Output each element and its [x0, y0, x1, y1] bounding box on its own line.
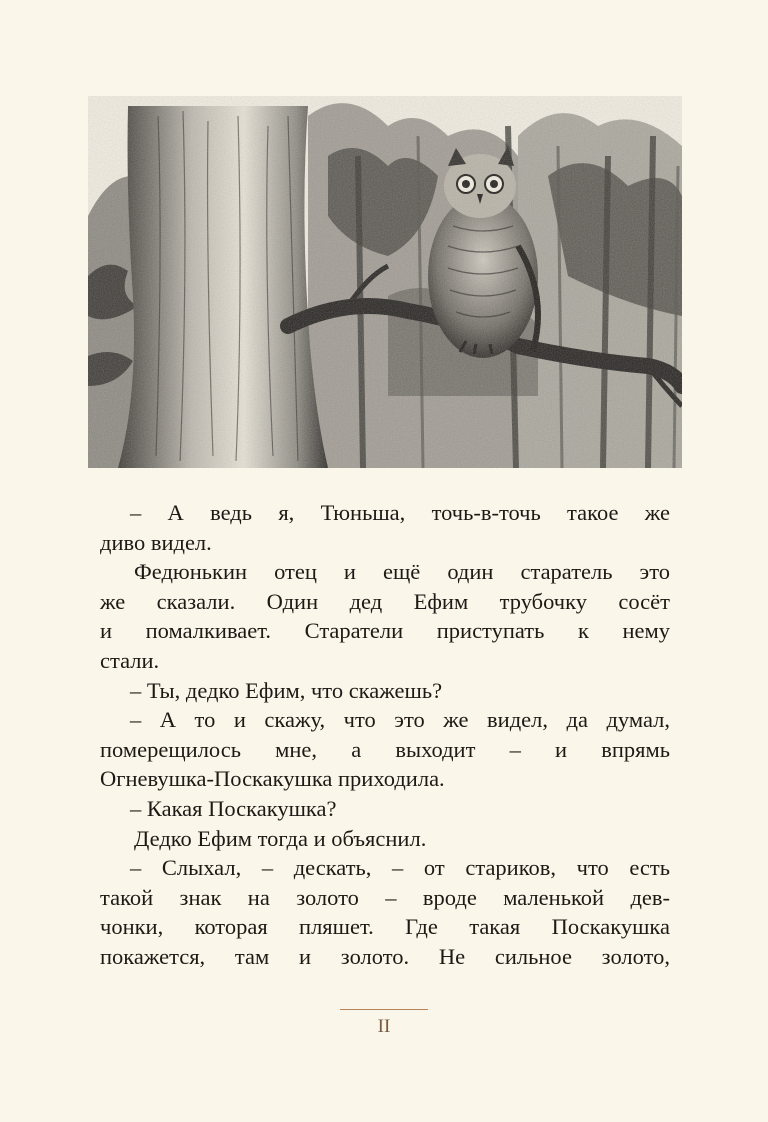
- text-line: Огневушка-Поскакушка приходила.: [100, 766, 445, 792]
- text-line: стали.: [100, 647, 160, 673]
- text-line: – Слыхал, – дескать, – от стариков, что есть: [130, 855, 670, 881]
- text-line: и помалкивает. Старатели приступать к нему: [100, 618, 670, 644]
- text-line: Дедко Ефим тогда и объяснил.: [134, 825, 427, 851]
- text-line: такой знак на золото – вроде маленькой дев-: [100, 884, 670, 910]
- text-line: диво видел.: [100, 529, 212, 555]
- story-text: [100, 498, 670, 972]
- owl-illustration: [88, 96, 682, 468]
- text-line: Федюнькин отец и ещё один старатель это: [134, 559, 670, 585]
- text-line: – Какая Поскакушка?: [130, 795, 337, 821]
- owl-drawing-icon: [88, 96, 682, 468]
- text-line: – А ведь я, Тюньша, точь-в-точь такое же: [130, 500, 670, 525]
- text-line: – А то и скажу, что это же видел, да думал,: [130, 707, 670, 733]
- text-line: покажется, там и золото. Не сильное золото,: [100, 943, 670, 969]
- text-line: же сказали. Один дед Ефим трубочку сосёт: [100, 588, 670, 614]
- footer-divider: [340, 1009, 428, 1010]
- text-line: померещилось мне, а выходит – и впрямь: [100, 736, 670, 762]
- page-number: II: [377, 1016, 391, 1037]
- text-line: – Ты, дедко Ефим, что скажешь?: [130, 677, 443, 703]
- text-line: чонки, которая пляшет. Где такая Поскакушка: [100, 914, 670, 940]
